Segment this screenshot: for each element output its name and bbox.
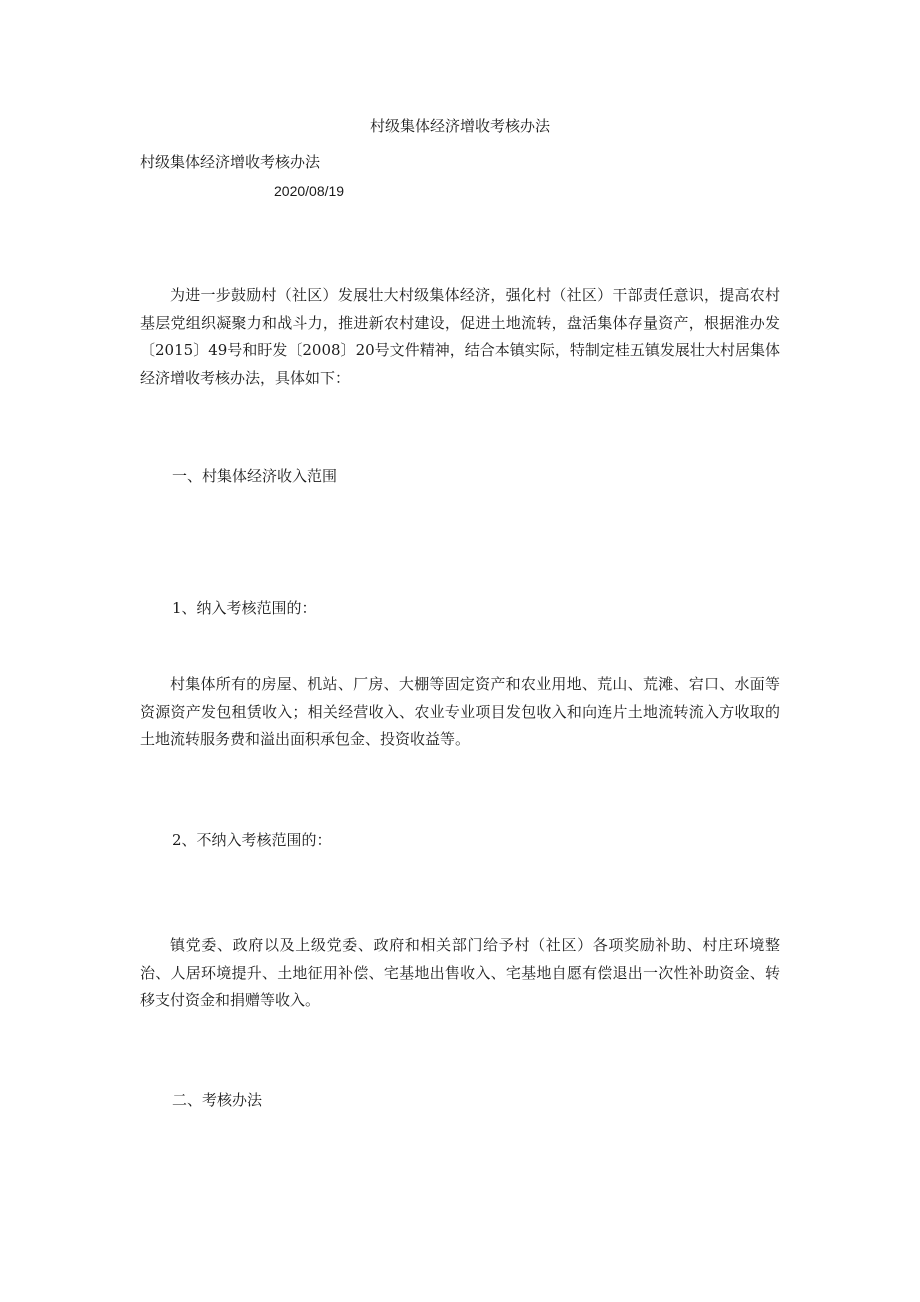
- page-title: 村级集体经济增收考核办法: [369, 117, 550, 135]
- section-1-item-2-heading: 2、不纳入考核范围的：: [172, 831, 332, 849]
- section-2-heading: 二、考核办法: [172, 1091, 263, 1109]
- section-1-heading: 一、村集体经济收入范围: [172, 467, 338, 485]
- section-1-item-2-paragraph: 镇党委、政府以及上级党委、政府和相关部门给予村（社区）各项奖励补助、村庄环境整治、人居环境提升、土地征用补偿、宅基地出售收入、宅基地自愿有偿退出一次性补助资金、转移支付资金和捐赠等收入。: [140, 936, 780, 1009]
- section-1-item-1-paragraph: 村集体所有的房屋、机站、厂房、大棚等固定资产和农业用地、荒山、荒滩、宕口、水面等资源资产发包租赁收入；相关经营收入、农业专业项目发包收入和向连片土地流转流入方收取的土地流转服务费和溢出面积承包金、投资收益等。: [140, 675, 780, 748]
- section-1-item-1-heading: 1、纳入考核范围的：: [172, 599, 317, 617]
- document-subtitle: 村级集体经济增收考核办法: [140, 153, 321, 171]
- document-date: 2020/08/19: [274, 183, 345, 199]
- intro-paragraph: 为进一步鼓励村（社区）发展壮大村级集体经济，强化村（社区）干部责任意识，提高农村基层党组织凝聚力和战斗力，推进新农村建设，促进土地流转，盘活集体存量资产，根据淮办发〔2015〕49号和盱发〔2008〕20号文件精神，结合本镇实际，特制定桂五镇发展壮大村居集体经济增收考核办法，具体如下：: [140, 286, 780, 387]
